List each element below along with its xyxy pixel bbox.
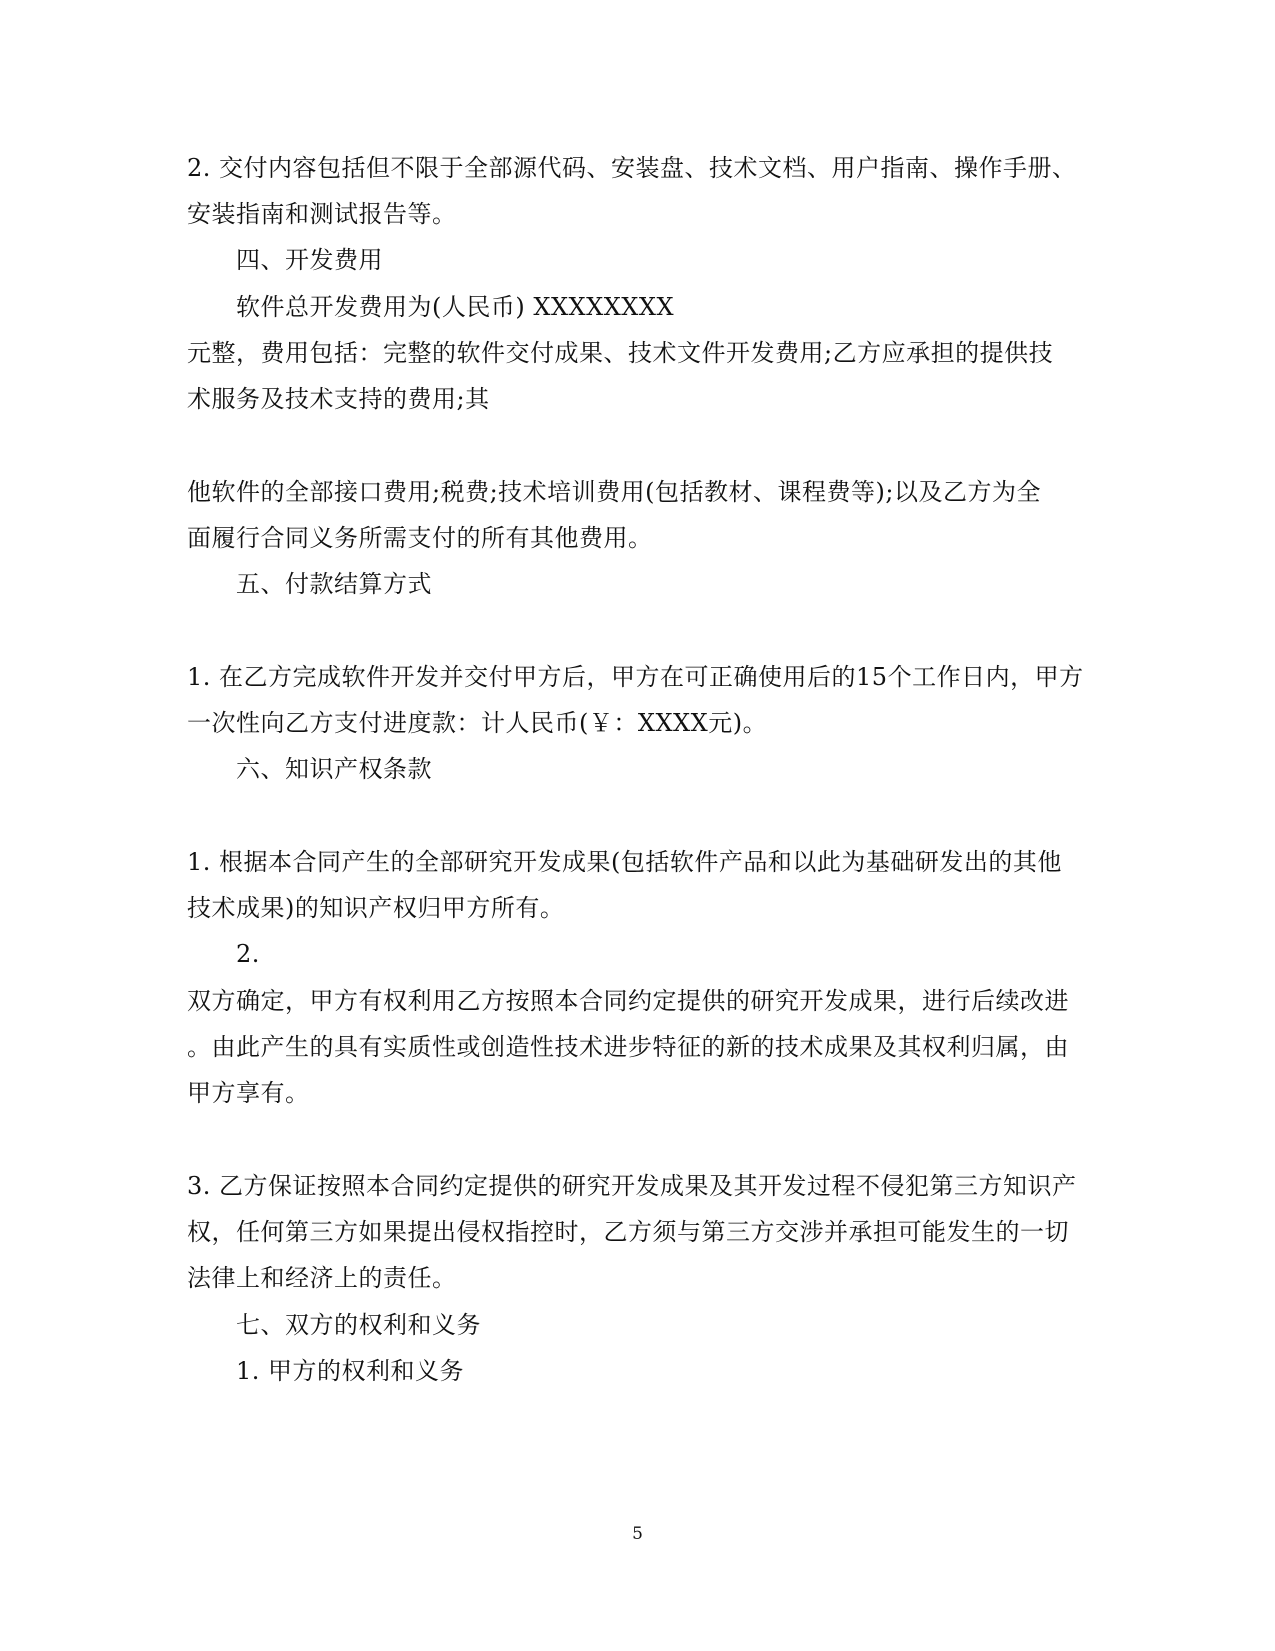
text-line-fee-includes-cont: 术服务及技术支持的费用;其 (187, 385, 490, 413)
section-heading-rights-obligations: 七、双方的权利和义务 (236, 1311, 481, 1339)
text-line-ip-2: 双方确定，甲方有权利用乙方按照本合同约定提供的研究开发成果，进行后续改进 (187, 987, 1069, 1015)
section-heading-payment: 五、付款结算方式 (236, 570, 432, 598)
text-line-ip-1: 1. 根据本合同产生的全部研究开发成果(包括软件产品和以此为基础研发出的其他 (187, 848, 1062, 876)
page-number: 5 (632, 1524, 643, 1544)
text-line-ip-3-cont: 权，任何第三方如果提出侵权指控时，乙方须与第三方交涉并承担可能发生的一切 (187, 1218, 1069, 1246)
text-line-ip-1-cont: 技术成果)的知识产权归甲方所有。 (187, 894, 565, 922)
text-line-payment-1-cont: 一次性向乙方支付进度款：计人民币(￥：XXXX元)。 (187, 709, 768, 737)
text-line-deliverables-cont: 安装指南和测试报告等。 (187, 200, 457, 228)
text-line-fee-includes: 元整，费用包括：完整的软件交付成果、技术文件开发费用;乙方应承担的提供技 (187, 339, 1054, 367)
section-heading-development-fees: 四、开发费用 (236, 246, 383, 274)
text-line-ip-2-cont: 。由此产生的具有实质性或创造性技术进步特征的新的技术成果及其权利归属，由 (187, 1033, 1069, 1061)
subsection-heading-party-a: 1. 甲方的权利和义务 (236, 1357, 465, 1385)
text-line-payment-1: 1. 在乙方完成软件开发并交付甲方后，甲方在可正确使用后的15个工作日内，甲方 (187, 663, 1084, 691)
text-line-deliverables: 2. 交付内容包括但不限于全部源代码、安装盘、技术文档、用户指南、操作手册、 (187, 154, 1077, 182)
text-line-total-fee: 软件总开发费用为(人民币) XXXXXXXX (236, 293, 675, 321)
text-line-interface-fees: 他软件的全部接口费用;税费;技术培训费用(包括教材、课程费等);以及乙方为全 (187, 478, 1041, 506)
section-heading-ip: 六、知识产权条款 (236, 755, 432, 783)
text-line-ip-3-end: 法律上和经济上的责任。 (187, 1264, 457, 1292)
text-line-other-fees: 面履行合同义务所需支付的所有其他费用。 (187, 524, 653, 552)
text-line-ip-3: 3. 乙方保证按照本合同约定提供的研究开发成果及其开发过程不侵犯第三方知识产 (187, 1172, 1077, 1200)
text-line-ip-2-end: 甲方享有。 (187, 1079, 310, 1107)
text-line-ip-2-number: 2. (236, 940, 260, 968)
